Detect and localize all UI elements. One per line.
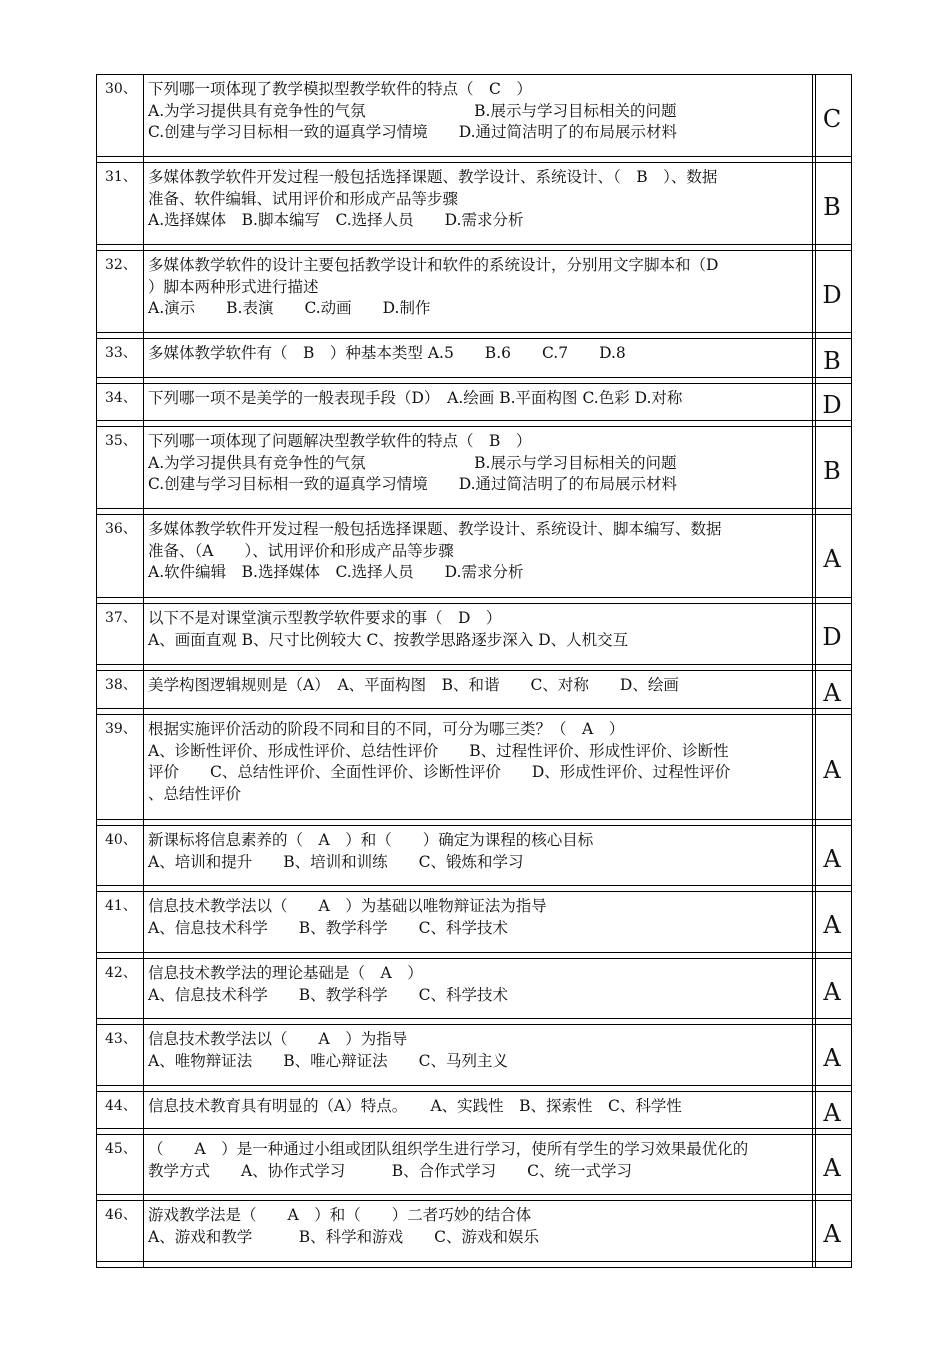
question-text: 新课标将信息素养的（ A ）和（ ）确定为课程的核心目标 A、培训和提升 B、培训和训练 C、锻炼和学习: [148, 831, 594, 871]
answer-cell: A: [812, 892, 852, 958]
question-row: [96, 427, 852, 515]
answer-cell: A: [812, 1135, 852, 1200]
question-row: [96, 1092, 852, 1135]
answer-cell: A: [812, 715, 852, 825]
question-text: 信息技术教学法的理论基础是（ A ） A、信息技术科学 B、教学科学 C、科学技术: [148, 964, 508, 1004]
question-number: 38、: [96, 671, 144, 714]
answer-cell: B: [812, 427, 852, 514]
question-text: 多媒体教学软件开发过程一般包括选择课题、教学设计、系统设计、（ B ）、数据 准备、软件编辑、试用评价和形成产品等步骤 A.选择媒体 B.脚本编写 C.选择人员 D.需求分析: [148, 168, 718, 229]
answer-cell: A: [812, 1025, 852, 1091]
answer-cell: A: [812, 1092, 852, 1134]
question-text: 游戏教学法是（ A ）和（ ）二者巧妙的结合体 A、游戏和教学 B、科学和游戏 C、游戏和娱乐: [148, 1206, 539, 1246]
question-text: 下列哪一项体现了问题解决型教学软件的特点（ B ） A.为学习提供具有竞争性的气氛 B.展示与学习目标相关的问题 C.创建与学习目标相一致的逼真学习情境 D.通过简洁明了的布局展示材料: [148, 432, 678, 493]
question-row: [96, 163, 852, 251]
question-number: 46、: [96, 1201, 144, 1267]
question-text: 信息技术教学法以（ A ）为指导 A、唯物辩证法 B、唯心辩证法 C、马列主义: [148, 1030, 508, 1070]
question-table: [96, 74, 852, 1268]
question-row: [96, 339, 852, 384]
question-text: 多媒体教学软件开发过程一般包括选择课题、教学设计、系统设计、脚本编写、数据 准备、（A ）、试用评价和形成产品等步骤 A.软件编辑 B.选择媒体 C.选择人员 D.需求分析: [148, 520, 722, 581]
answer-cell: A: [812, 826, 852, 891]
question-number: 37、: [96, 604, 144, 670]
question-row: [96, 1201, 852, 1268]
question-text: 多媒体教学软件的设计主要包括教学设计和软件的系统设计，分别用文字脚本和（D ）脚本两种形式进行描述 A.演示 B.表演 C.动画 D.制作: [148, 256, 719, 317]
question-row: [96, 74, 852, 163]
answer-cell: B: [812, 163, 852, 250]
question-row: [96, 715, 852, 826]
question-row: [96, 671, 852, 715]
answer-cell: A: [812, 959, 852, 1024]
question-number: 40、: [96, 826, 144, 891]
question-text: 根据实施评价活动的阶段不同和目的不同，可分为哪三类？（ A ） A、诊断性评价、形成性评价、总结性评价 B、过程性评价、形成性评价、诊断性 评价 C、总结性评价、全面性评价、诊断性评价 D、形成性评价、过程性评价 、总结性评价: [148, 720, 731, 803]
question-row: [96, 959, 852, 1025]
question-text: （ A ）是一种通过小组或团队组织学生进行学习，使所有学生的学习效果最优化的 教学方式 A、协作式学习 B、合作式学习 C、统一式学习: [148, 1140, 749, 1180]
answer-cell: A: [812, 671, 852, 714]
question-row: [96, 384, 852, 427]
question-text: 多媒体教学软件有（ B ）种基本类型 A.5 B.6 C.7 D.8: [148, 344, 626, 362]
answer-cell: D: [812, 604, 852, 670]
question-number: 43、: [96, 1025, 144, 1091]
answer-cell: A: [812, 515, 852, 603]
question-text: 信息技术教学法以（ A ）为基础以唯物辩证法为指导 A、信息技术科学 B、教学科学 C、科学技术: [148, 897, 547, 937]
question-text: 下列哪一项体现了教学模拟型教学软件的特点（ C ） A.为学习提供具有竞争性的气氛 B.展示与学习目标相关的问题 C.创建与学习目标相一致的逼真学习情境 D.通过简洁明了的布局展示材料: [148, 80, 678, 141]
question-number: 32、: [96, 251, 144, 338]
question-text: 下列哪一项不是美学的一般表现手段（D） A.绘画 B.平面构图 C.色彩 D.对称: [148, 389, 683, 407]
question-text: 信息技术教育具有明显的（A）特点。 A、实践性 B、探索性 C、科学性: [148, 1097, 682, 1115]
question-number: 35、: [96, 427, 144, 514]
question-number: 41、: [96, 892, 144, 958]
question-row: [96, 1025, 852, 1092]
question-number: 39、: [96, 715, 144, 825]
answer-cell: D: [812, 251, 852, 338]
question-number: 31、: [96, 163, 144, 250]
question-row: [96, 1135, 852, 1201]
answer-cell: D: [812, 384, 852, 426]
answer-cell: C: [812, 75, 852, 162]
question-number: 42、: [96, 959, 144, 1024]
question-number: 44、: [96, 1092, 144, 1134]
answer-cell: B: [812, 339, 852, 383]
question-row: [96, 515, 852, 604]
question-number: 34、: [96, 384, 144, 426]
question-row: [96, 604, 852, 671]
answer-cell: A: [812, 1201, 852, 1267]
question-row: [96, 826, 852, 892]
question-number: 30、: [96, 75, 144, 162]
question-number: 36、: [96, 515, 144, 603]
question-row: [96, 892, 852, 959]
question-number: 45、: [96, 1135, 144, 1200]
question-text: 以下不是对课堂演示型教学软件要求的事（ D ） A、画面直观 B、尺寸比例较大 C、按教学思路逐步深入 D、人机交互: [148, 609, 629, 649]
question-row: [96, 251, 852, 339]
question-number: 33、: [96, 339, 144, 383]
question-text: 美学构图逻辑规则是（A） A、平面构图 B、和谐 C、对称 D、绘画: [148, 676, 679, 694]
